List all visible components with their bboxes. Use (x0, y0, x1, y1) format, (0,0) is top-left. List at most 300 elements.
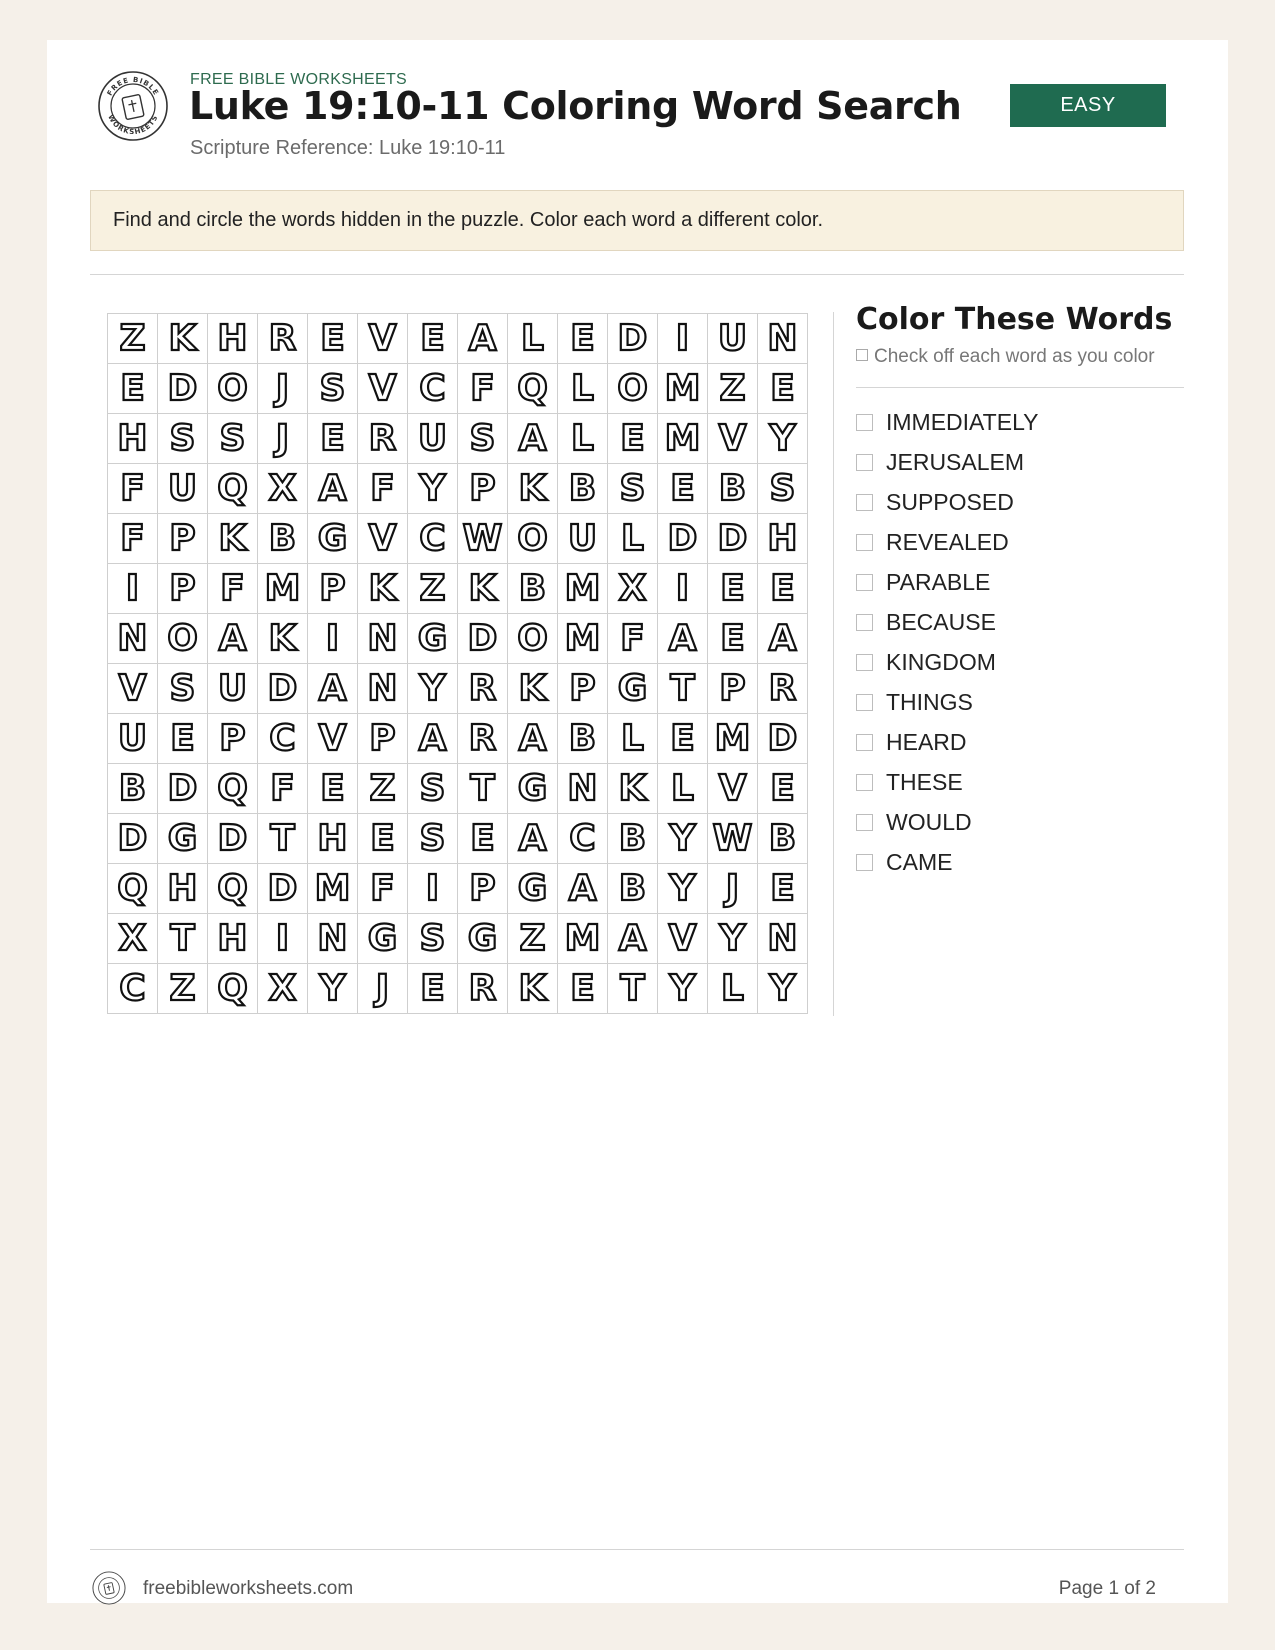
grid-cell[interactable] (108, 364, 158, 414)
grid-cell[interactable] (108, 664, 158, 714)
grid-cell[interactable] (358, 864, 408, 914)
grid-cell[interactable] (108, 864, 158, 914)
grid-cell[interactable] (308, 814, 358, 864)
grid-cell[interactable] (708, 764, 758, 814)
grid-cell[interactable] (458, 714, 508, 764)
word-checkbox[interactable] (856, 854, 873, 871)
grid-cell[interactable] (508, 914, 558, 964)
grid-cell[interactable] (708, 664, 758, 714)
grid-cell[interactable] (158, 664, 208, 714)
grid-cell[interactable] (558, 964, 608, 1014)
grid-letter: V (668, 917, 697, 959)
grid-cell[interactable] (458, 664, 508, 714)
word-checkbox[interactable] (856, 454, 873, 471)
difficulty-badge: EASY (1010, 84, 1166, 127)
grid-cell[interactable] (108, 464, 158, 514)
grid-cell[interactable] (558, 914, 608, 964)
grid-cell[interactable] (208, 514, 258, 564)
grid-cell[interactable] (508, 814, 558, 864)
grid-cell[interactable] (108, 614, 158, 664)
grid-cell[interactable] (308, 714, 358, 764)
word-list-item[interactable] (856, 802, 1039, 842)
instructions-box (90, 190, 1184, 251)
grid-cell[interactable] (208, 814, 258, 864)
grid-cell[interactable] (408, 714, 458, 764)
grid-cell[interactable] (758, 314, 808, 364)
grid-cell[interactable] (408, 514, 458, 564)
grid-cell[interactable] (408, 864, 458, 914)
grid-cell[interactable] (458, 764, 508, 814)
grid-letter: R (768, 667, 797, 709)
grid-cell[interactable] (508, 964, 558, 1014)
grid-cell[interactable] (408, 964, 458, 1014)
grid-cell[interactable] (258, 564, 308, 614)
grid-cell[interactable] (258, 414, 308, 464)
grid-cell[interactable] (108, 914, 158, 964)
grid-letter: C (119, 967, 146, 1009)
grid-letter: T (670, 667, 695, 709)
grid-cell[interactable] (658, 514, 708, 564)
grid-cell[interactable] (608, 814, 658, 864)
grid-cell[interactable] (308, 364, 358, 414)
grid-cell[interactable] (208, 564, 258, 614)
grid-letter: J (275, 367, 290, 409)
grid-cell[interactable] (758, 964, 808, 1014)
grid-cell[interactable] (758, 564, 808, 614)
grid-letter: F (470, 367, 495, 409)
grid-cell[interactable] (608, 614, 658, 664)
grid-cell[interactable] (358, 364, 408, 414)
grid-cell[interactable] (408, 314, 458, 364)
grid-cell[interactable] (408, 414, 458, 464)
grid-letter: L (671, 767, 694, 809)
grid-cell[interactable] (708, 314, 758, 364)
word-checkbox[interactable] (856, 414, 873, 431)
grid-cell[interactable] (458, 564, 508, 614)
grid-cell[interactable] (508, 564, 558, 614)
grid-cell[interactable] (658, 814, 708, 864)
grid-cell[interactable] (258, 814, 308, 864)
word-checkbox[interactable] (856, 694, 873, 711)
grid-cell[interactable] (508, 714, 558, 764)
word-list-item[interactable] (856, 482, 1039, 522)
grid-cell[interactable] (208, 464, 258, 514)
grid-cell[interactable] (408, 614, 458, 664)
grid-cell[interactable] (608, 964, 658, 1014)
grid-cell[interactable] (558, 764, 608, 814)
grid-cell[interactable] (258, 364, 308, 414)
grid-letter: P (219, 717, 246, 759)
grid-cell[interactable] (108, 514, 158, 564)
grid-cell[interactable] (658, 964, 708, 1014)
grid-letter: A (768, 617, 797, 659)
grid-cell[interactable] (208, 714, 258, 764)
grid-cell[interactable] (258, 714, 308, 764)
grid-letter: E (320, 767, 345, 809)
grid-letter: U (417, 417, 448, 459)
grid-cell[interactable] (658, 664, 708, 714)
grid-cell[interactable] (208, 314, 258, 364)
grid-cell[interactable] (208, 764, 258, 814)
grid-cell[interactable] (258, 314, 308, 364)
grid-cell[interactable] (558, 664, 608, 714)
grid-cell[interactable] (458, 364, 508, 414)
grid-letter: V (318, 717, 347, 759)
instructions-text: Find and circle the words hidden in the puzzle. Color each word a different color. (113, 209, 824, 231)
grid-cell[interactable] (558, 464, 608, 514)
grid-cell[interactable] (658, 314, 708, 364)
word-checkbox[interactable] (856, 494, 873, 511)
grid-letter: D (167, 367, 198, 409)
grid-letter: F (120, 517, 145, 559)
grid-letter: B (118, 767, 147, 809)
word-checkbox[interactable] (856, 654, 873, 671)
grid-cell[interactable] (108, 814, 158, 864)
grid-letter: U (217, 667, 248, 709)
grid-letter: S (419, 767, 446, 809)
grid-cell[interactable] (458, 914, 508, 964)
word-list-item[interactable] (856, 602, 1039, 642)
grid-cell[interactable] (108, 714, 158, 764)
grid-letter: B (618, 817, 647, 859)
grid-cell[interactable] (508, 364, 558, 414)
grid-cell[interactable] (358, 714, 408, 764)
grid-letter: G (517, 767, 548, 809)
grid-cell[interactable] (258, 464, 308, 514)
grid-cell[interactable] (158, 364, 208, 414)
grid-cell[interactable] (358, 564, 408, 614)
grid-cell[interactable] (408, 464, 458, 514)
grid-cell[interactable] (558, 614, 608, 664)
grid-cell[interactable] (308, 864, 358, 914)
grid-cell[interactable] (358, 814, 408, 864)
grid-cell[interactable] (158, 614, 208, 664)
grid-cell[interactable] (658, 414, 708, 464)
grid-cell[interactable] (708, 614, 758, 664)
grid-letter: Z (119, 317, 146, 359)
grid-cell[interactable] (558, 414, 608, 464)
grid-cell[interactable] (458, 314, 508, 364)
grid-cell[interactable] (708, 714, 758, 764)
grid-letter: H (217, 917, 248, 959)
grid-cell[interactable] (508, 614, 558, 664)
grid-cell[interactable] (608, 714, 658, 764)
grid-cell[interactable] (108, 414, 158, 464)
grid-cell[interactable] (558, 514, 608, 564)
grid-cell[interactable] (408, 364, 458, 414)
grid-cell[interactable] (208, 864, 258, 914)
grid-cell[interactable] (358, 464, 408, 514)
grid-letter: M (664, 417, 701, 459)
footer-site-link[interactable]: freebibleworksheets.com (143, 1578, 354, 1599)
grid-cell[interactable] (258, 864, 308, 914)
grid-letter: P (569, 667, 596, 709)
grid-cell[interactable] (408, 814, 458, 864)
grid-cell[interactable] (508, 514, 558, 564)
grid-cell[interactable] (158, 764, 208, 814)
grid-cell[interactable] (458, 964, 508, 1014)
grid-letter: A (318, 667, 347, 709)
grid-cell[interactable] (158, 814, 208, 864)
grid-cell[interactable] (558, 314, 608, 364)
grid-cell[interactable] (108, 564, 158, 614)
grid-letter: B (568, 717, 597, 759)
grid-cell[interactable] (258, 514, 308, 564)
grid-cell[interactable] (408, 764, 458, 814)
grid-letter: S (169, 417, 196, 459)
grid-letter: I (325, 617, 340, 659)
grid-cell[interactable] (108, 314, 158, 364)
grid-cell[interactable] (608, 664, 658, 714)
grid-letter: P (369, 717, 396, 759)
grid-cell[interactable] (608, 914, 658, 964)
grid-cell[interactable] (158, 864, 208, 914)
grid-letter: M (664, 367, 701, 409)
grid-cell[interactable] (658, 464, 708, 514)
grid-cell[interactable] (108, 764, 158, 814)
grid-cell[interactable] (308, 414, 358, 464)
word-checkbox[interactable] (856, 774, 873, 791)
grid-cell[interactable] (408, 564, 458, 614)
grid-cell[interactable] (758, 464, 808, 514)
grid-cell[interactable] (308, 614, 358, 664)
grid-cell[interactable] (708, 914, 758, 964)
grid-cell[interactable] (608, 314, 658, 364)
grid-cell[interactable] (308, 664, 358, 714)
grid-cell[interactable] (758, 514, 808, 564)
grid-cell[interactable] (658, 764, 708, 814)
word-checkbox[interactable] (856, 534, 873, 551)
grid-cell[interactable] (308, 514, 358, 564)
grid-letter: L (571, 417, 594, 459)
word-list-item[interactable] (856, 762, 1039, 802)
grid-letter: T (470, 767, 495, 809)
grid-cell[interactable] (708, 864, 758, 914)
grid-letter: D (617, 317, 648, 359)
word-list-item[interactable] (856, 722, 1039, 762)
grid-cell[interactable] (608, 864, 658, 914)
grid-cell[interactable] (758, 764, 808, 814)
grid-letter: S (469, 417, 496, 459)
grid-cell[interactable] (508, 764, 558, 814)
grid-cell[interactable] (458, 514, 508, 564)
grid-cell[interactable] (658, 564, 708, 614)
grid-letter: G (317, 517, 348, 559)
word-list-item[interactable] (856, 522, 1039, 562)
grid-cell[interactable] (758, 714, 808, 764)
grid-cell[interactable] (208, 614, 258, 664)
grid-cell[interactable] (358, 764, 408, 814)
grid-letter: U (717, 317, 748, 359)
grid-letter: I (125, 567, 140, 609)
grid-letter: F (270, 767, 295, 809)
grid-letter: Z (419, 567, 446, 609)
grid-cell[interactable] (608, 364, 658, 414)
grid-cell[interactable] (308, 314, 358, 364)
grid-cell[interactable] (408, 664, 458, 714)
grid-letter: G (417, 617, 448, 659)
grid-cell[interactable] (708, 464, 758, 514)
grid-cell[interactable] (208, 964, 258, 1014)
grid-letter: P (469, 867, 496, 909)
grid-letter: L (621, 517, 644, 559)
grid-cell[interactable] (258, 914, 308, 964)
grid-letter: S (419, 917, 446, 959)
grid-cell[interactable] (658, 614, 708, 664)
grid-cell[interactable] (458, 464, 508, 514)
word-checkbox[interactable] (856, 734, 873, 751)
grid-letter: K (368, 567, 397, 609)
page-number: Page 1 of 2 (1058, 1578, 1156, 1599)
grid-letter: A (518, 817, 547, 859)
grid-cell[interactable] (508, 464, 558, 514)
grid-letter: P (319, 567, 346, 609)
grid-cell[interactable] (608, 414, 658, 464)
grid-letter: V (718, 417, 747, 459)
grid-cell[interactable] (708, 514, 758, 564)
grid-letter: Q (217, 467, 248, 509)
grid-cell[interactable] (608, 514, 658, 564)
grid-cell[interactable] (158, 714, 208, 764)
grid-cell[interactable] (208, 914, 258, 964)
grid-cell[interactable] (608, 464, 658, 514)
grid-cell[interactable] (108, 964, 158, 1014)
grid-cell[interactable] (758, 664, 808, 714)
grid-cell[interactable] (558, 714, 608, 764)
word-label: REVEALED (886, 528, 1009, 555)
grid-cell[interactable] (308, 564, 358, 614)
grid-cell[interactable] (658, 714, 708, 764)
grid-cell[interactable] (308, 764, 358, 814)
grid-letter: F (620, 617, 645, 659)
grid-cell[interactable] (158, 464, 208, 514)
grid-cell[interactable] (158, 564, 208, 614)
grid-cell[interactable] (308, 964, 358, 1014)
grid-cell[interactable] (708, 414, 758, 464)
svg-text:WORKSHEETS: WORKSHEETS (106, 113, 160, 137)
grid-cell[interactable] (708, 814, 758, 864)
grid-cell[interactable] (558, 864, 608, 914)
wordlist-title: Color These Words (856, 302, 1173, 337)
grid-cell[interactable] (158, 914, 208, 964)
grid-letter: A (218, 617, 247, 659)
grid-cell[interactable] (558, 814, 608, 864)
grid-cell[interactable] (358, 914, 408, 964)
grid-cell[interactable] (558, 564, 608, 614)
grid-cell[interactable] (158, 414, 208, 464)
grid-cell[interactable] (358, 964, 408, 1014)
grid-cell[interactable] (358, 614, 408, 664)
grid-letter: O (217, 367, 248, 409)
word-list-item[interactable] (856, 562, 1039, 602)
grid-letter: Z (369, 767, 396, 809)
grid-cell[interactable] (758, 614, 808, 664)
grid-letter: Y (769, 417, 796, 459)
grid-cell[interactable] (608, 764, 658, 814)
grid-cell[interactable] (708, 364, 758, 414)
grid-letter: D (267, 667, 298, 709)
grid-cell[interactable] (758, 814, 808, 864)
grid-cell[interactable] (758, 914, 808, 964)
grid-cell[interactable] (308, 914, 358, 964)
grid-cell[interactable] (358, 314, 408, 364)
word-list-item[interactable] (856, 402, 1039, 442)
grid-cell[interactable] (458, 814, 508, 864)
grid-letter: Q (217, 967, 248, 1009)
grid-cell[interactable] (258, 614, 308, 664)
grid-cell[interactable] (508, 414, 558, 464)
grid-cell[interactable] (508, 864, 558, 914)
grid-cell[interactable] (708, 564, 758, 614)
grid-cell[interactable] (758, 864, 808, 914)
grid-cell[interactable] (208, 364, 258, 414)
word-list-item[interactable] (856, 642, 1039, 682)
grid-cell[interactable] (158, 514, 208, 564)
grid-letter: O (517, 617, 548, 659)
grid-letter: N (117, 617, 148, 659)
grid-letter: P (169, 517, 196, 559)
word-checkbox[interactable] (856, 814, 873, 831)
grid-letter: Q (217, 767, 248, 809)
grid-cell[interactable] (458, 864, 508, 914)
word-list-item[interactable] (856, 842, 1039, 882)
grid-cell[interactable] (158, 314, 208, 364)
grid-cell[interactable] (458, 414, 508, 464)
grid-letter: M (564, 617, 601, 659)
grid-cell[interactable] (658, 364, 708, 414)
grid-letter: J (375, 967, 390, 1009)
grid-cell[interactable] (208, 414, 258, 464)
grid-cell[interactable] (208, 664, 258, 714)
grid-cell[interactable] (258, 664, 308, 714)
grid-cell[interactable] (758, 414, 808, 464)
grid-letter: E (670, 467, 695, 509)
grid-cell[interactable] (608, 564, 658, 614)
grid-letter: B (568, 467, 597, 509)
grid-cell[interactable] (658, 914, 708, 964)
grid-cell[interactable] (358, 664, 408, 714)
word-checkbox[interactable] (856, 614, 873, 631)
grid-letter: O (517, 517, 548, 559)
grid-letter: X (118, 917, 147, 959)
grid-letter: I (675, 567, 690, 609)
word-label: THESE (886, 768, 963, 795)
grid-cell[interactable] (658, 864, 708, 914)
grid-letter: A (418, 717, 447, 759)
grid-cell[interactable] (258, 764, 308, 814)
grid-cell[interactable] (508, 664, 558, 714)
grid-cell[interactable] (358, 514, 408, 564)
grid-cell[interactable] (508, 314, 558, 364)
word-checkbox[interactable] (856, 574, 873, 591)
grid-cell[interactable] (258, 964, 308, 1014)
word-list-item[interactable] (856, 442, 1039, 482)
grid-cell[interactable] (408, 914, 458, 964)
word-label: JERUSALEM (886, 448, 1025, 475)
grid-letter: E (720, 617, 745, 659)
grid-letter: E (170, 717, 195, 759)
grid-cell[interactable] (308, 464, 358, 514)
grid-cell[interactable] (458, 614, 508, 664)
grid-cell[interactable] (358, 414, 408, 464)
grid-letter: Y (419, 667, 446, 709)
grid-cell[interactable] (708, 964, 758, 1014)
grid-cell[interactable] (158, 964, 208, 1014)
word-list-item[interactable] (856, 682, 1039, 722)
grid-letter: E (670, 717, 695, 759)
grid-cell[interactable] (558, 364, 608, 414)
grid-cell[interactable] (758, 364, 808, 414)
